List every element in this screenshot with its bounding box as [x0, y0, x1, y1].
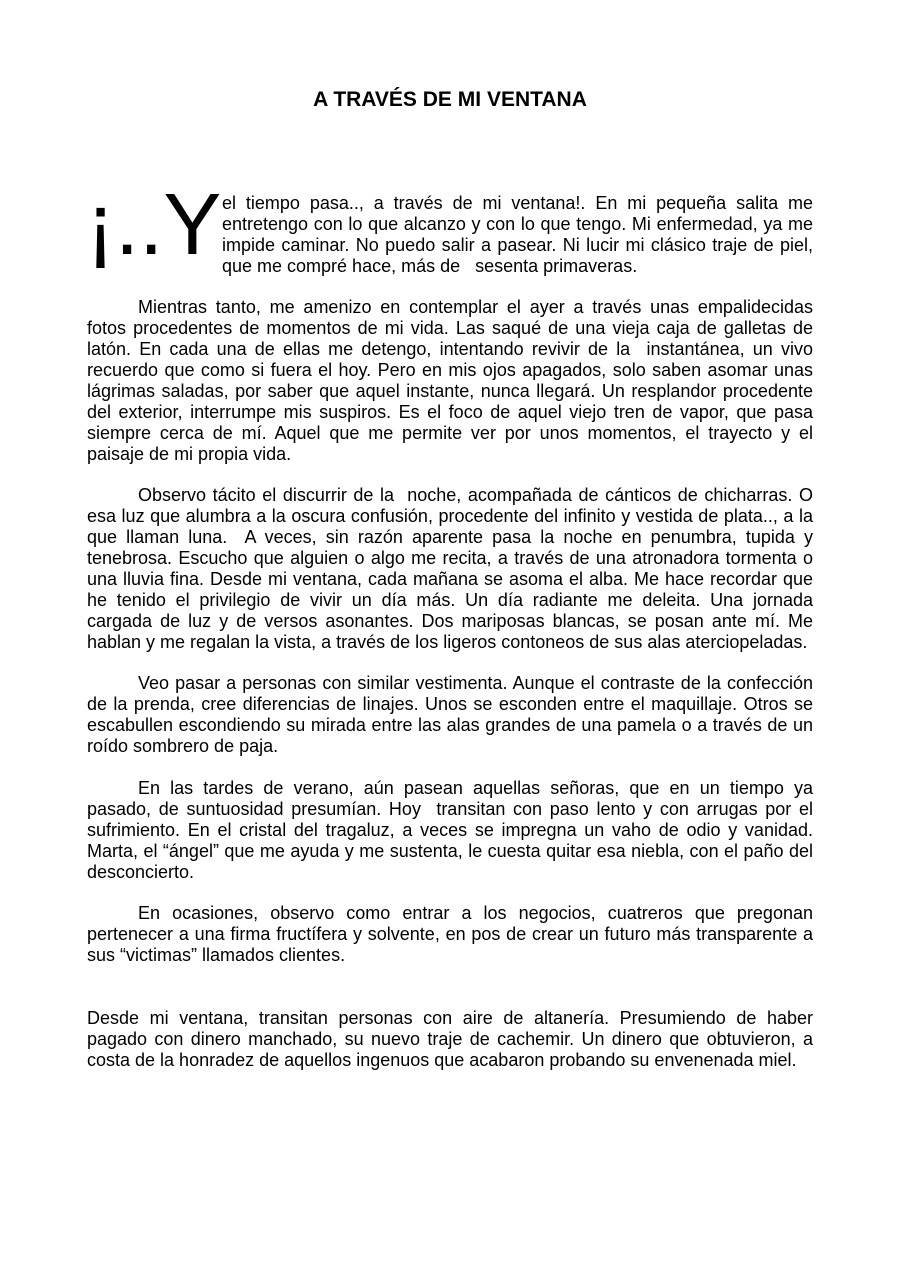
text-line: esa luz que alumbra a la oscura confusión, procedente del infinito y vestida de plata.., a la	[87, 506, 813, 527]
text-line: una lluvia fina. Desde mi ventana, cada mañana se asoma el alba. Me hace recordar que	[87, 569, 813, 590]
drop-cap: ¡..Y	[86, 176, 222, 273]
text-line: que llaman luna. A veces, sin razón aparente pasa la noche en penumbra, tupida y	[87, 527, 813, 548]
paragraph-spacer	[87, 653, 813, 674]
text-line: Desde mi ventana, transitan personas con aire de altanería. Presumiendo de haber	[87, 1007, 813, 1028]
paragraph-5	[87, 778, 813, 882]
text-line: En las tardes de verano, aún pasean aquellas señoras, que en un tiempo ya	[138, 777, 813, 798]
paragraph-3	[87, 485, 813, 652]
text-line: hablan y me regalan la vista, a través de los ligeros contoneos de sus alas aterciopeladas.	[87, 631, 808, 652]
text-line: En ocasiones, observo como entrar a los negocios, cuatreros que pregonan	[138, 903, 813, 924]
text-line: paisaje de mi propia vida.	[87, 443, 292, 464]
text-line: que me compré hace, más de sesenta primaveras.	[222, 255, 638, 276]
paragraph-7	[87, 1008, 813, 1071]
document-title: A TRAVÉS DE MI VENTANA	[313, 88, 587, 111]
paragraph-spacer	[87, 757, 813, 778]
text-line: fotos procedentes de momentos de mi vida. Las saqué de una vieja caja de galletas de	[87, 318, 813, 339]
text-line: de la prenda, cree diferencias de linajes. Unos se esconden entre el maquillaje. Otros se	[87, 694, 813, 715]
text-line: latón. En cada una de ellas me detengo, intentando revivir de la instantánea, un vivo	[87, 339, 813, 360]
text-line: Veo pasar a personas con similar vestimenta. Aunque el contraste de la confección	[138, 673, 813, 694]
text-line: escabullen escondiendo su mirada entre las alas grandes de una pamela o a través de un	[87, 715, 813, 736]
text-line: he tenido el privilegio de vivir un día más. Un día radiante me deleita. Una jornada	[87, 589, 813, 610]
text-line: recuerdo que como si fuera el hoy. Pero en mis ojos apagados, solo saben asomar unas	[87, 360, 813, 381]
text-line: impide caminar. No puedo salir a pasear. Ni lucir mi clásico traje de piel,	[222, 234, 813, 255]
text-line: el tiempo pasa.., a través de mi ventana!. En mi pequeña salita me	[222, 193, 813, 213]
text-line: siempre cerca de mí. Aquel que me permite ver por unos momentos, el trayecto y el	[87, 422, 813, 443]
text-line: lágrimas saladas, por saber que aquel instante, nunca llegará. Un resplandor procedente	[87, 381, 813, 402]
text-line: pasado, de suntuosidad presumían. Hoy transitan con paso lento y con arrugas por el	[87, 798, 813, 819]
paragraph-spacer	[87, 465, 813, 486]
text-line: costa de la honradez de aquellos ingenuos que acabaron probando su envenenada miel.	[87, 1049, 797, 1070]
paragraph-1	[87, 193, 813, 277]
text-line: Mientras tanto, me amenizo en contemplar el ayer a través unas empalidecidas	[138, 297, 813, 318]
text-line: roído sombrero de paja.	[87, 736, 279, 757]
text-line: sus “victimas” llamados clientes.	[87, 945, 346, 966]
paragraph-6	[87, 903, 813, 966]
text-line: entretengo con lo que alcanzo y con lo que tengo. Mi enfermedad, ya me	[222, 213, 813, 234]
text-line: pertenecer a una firma fructífera y solvente, en pos de crear un futuro más transparente a	[87, 924, 813, 945]
paragraph-spacer	[87, 277, 813, 298]
paragraph-spacer	[87, 966, 813, 1008]
text-line: desconcierto.	[87, 861, 195, 882]
text-line: cargada de luz y de versos asonantes. Dos mariposas blancas, se posan ante mí. Me	[87, 610, 813, 631]
text-line: del exterior, interrumpe mis suspiros. Es el foco de aquel viejo tren de vapor, que pasa	[87, 401, 813, 422]
document-body	[87, 193, 813, 1070]
paragraph-spacer	[87, 882, 813, 903]
text-line: sufrimiento. En el cristal del tragaluz, a veces se impregna un vaho de odio y vanidad.	[87, 819, 813, 840]
text-line: pagado con dinero manchado, su nuevo traje de cachemir. Un dinero que obtuvieron, a	[87, 1028, 813, 1049]
text-line: Observo tácito el discurrir de la noche, acompañada de cánticos de chicharras. O	[138, 485, 813, 506]
text-line: tenebrosa. Escucho que alguien o algo me recita, a través de una atronadora tormenta o	[87, 548, 813, 569]
paragraph-4	[87, 673, 813, 757]
text-line: Marta, el “ángel” que me ayuda y me sustenta, le cuesta quitar esa niebla, con el paño del	[87, 840, 813, 861]
paragraph-2	[87, 297, 813, 464]
